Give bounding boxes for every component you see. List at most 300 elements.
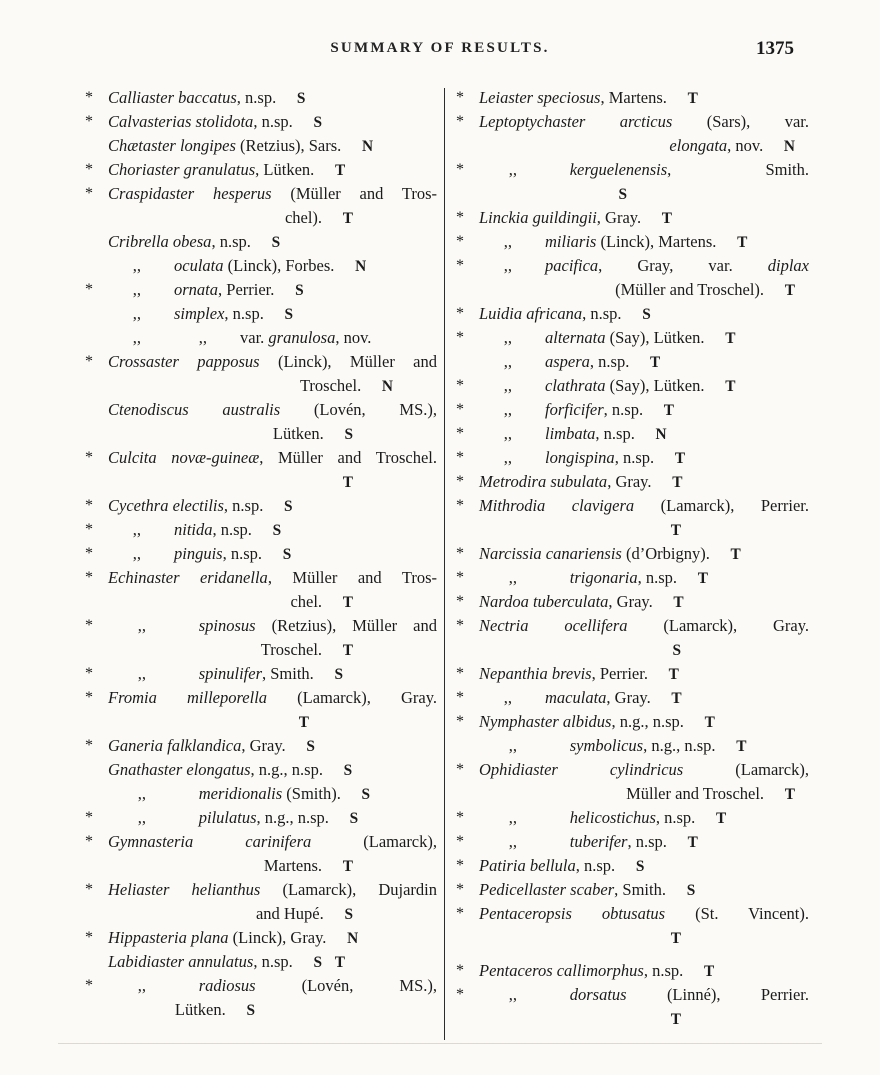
entry-line <box>82 494 437 518</box>
asterisk-marker: * <box>456 449 464 466</box>
taxon-name: pacifica <box>545 256 599 275</box>
entry-line <box>82 470 437 494</box>
taxon-name: diplax <box>767 256 809 275</box>
entry-line <box>82 398 437 422</box>
asterisk-marker: * <box>456 569 464 586</box>
taxon-name: clathrata <box>545 376 606 395</box>
taxon-name: Ophidiaster cylindricus <box>479 760 684 779</box>
station-letter: T <box>673 594 684 611</box>
entry-line <box>453 254 809 278</box>
station-letter: T <box>342 210 353 227</box>
authority-text: , n.sp. <box>614 448 655 467</box>
entry-line <box>82 734 437 758</box>
authority-text: , n.sp. <box>603 400 644 419</box>
authority-text: chel). <box>284 208 323 227</box>
ditto-mark: ,, <box>132 304 141 323</box>
taxon-name: kerguelenensis <box>569 160 668 179</box>
entry-line <box>453 446 809 470</box>
station-letter: T <box>725 378 736 395</box>
station-letter: T <box>687 834 698 851</box>
entry-line <box>453 86 809 110</box>
taxon-name: trigonaria <box>569 568 638 587</box>
entry-line <box>453 710 809 734</box>
ditto-mark: ,, <box>503 376 512 395</box>
taxon-name: spinosus <box>198 616 256 635</box>
authority-text: Lütken. <box>272 424 324 443</box>
authority-text: (d’Orbigny). <box>621 544 710 563</box>
entry-line <box>82 686 437 710</box>
station-letter: T <box>298 714 309 731</box>
asterisk-marker: * <box>456 377 464 394</box>
asterisk-marker: * <box>456 161 464 178</box>
authority-text: (Lamarck), <box>683 760 809 779</box>
entry-line <box>453 686 809 710</box>
taxon-name: Labidiaster annulatus <box>108 952 254 971</box>
entry-line <box>82 830 437 854</box>
authority-text: (Lovén, MS.), <box>280 400 437 419</box>
taxon-name: Nectria ocellifera <box>479 616 628 635</box>
station-letter: S <box>344 906 353 923</box>
taxon-name: pilulatus <box>198 808 257 827</box>
ditto-mark: ,, <box>198 328 207 347</box>
authority-text: , n.sp. <box>589 352 630 371</box>
authority-text: , Gray. <box>241 736 286 755</box>
station-letter: S <box>284 498 293 515</box>
taxon-name: simplex <box>174 304 225 323</box>
ditto-mark: ,, <box>137 976 146 995</box>
station-letter: S <box>672 642 681 659</box>
station-letter: T <box>697 570 708 587</box>
asterisk-marker: * <box>85 569 93 586</box>
asterisk-marker: * <box>85 929 93 946</box>
ditto-mark: ,, <box>132 520 141 539</box>
station-letter: S <box>686 882 696 899</box>
taxon-name: Narcissia canariensis <box>479 544 622 563</box>
ditto-mark: ,, <box>508 568 517 587</box>
asterisk-marker: * <box>85 809 93 826</box>
entry-line <box>82 206 437 230</box>
taxon-name: granulosa <box>268 328 336 347</box>
authority-text: (Lovén, MS.), <box>255 976 437 995</box>
taxon-name: nitida <box>174 520 213 539</box>
asterisk-marker: * <box>456 257 464 274</box>
entry-line <box>453 734 809 758</box>
asterisk-marker: * <box>456 689 464 706</box>
authority-text: , Martens. <box>600 88 667 107</box>
entry-line <box>453 398 809 422</box>
station-letter: N <box>783 138 795 155</box>
ditto-mark: ,, <box>508 808 517 827</box>
ditto-mark: ,, <box>503 688 512 707</box>
taxon-name: maculata <box>545 688 607 707</box>
ditto-mark: ,, <box>508 160 517 179</box>
asterisk-marker: * <box>85 881 93 898</box>
taxon-name: Pedicellaster scaber <box>479 880 615 899</box>
authority-text: , n.sp. <box>223 496 264 515</box>
taxon-name: Crossaster papposus <box>108 352 260 371</box>
entry-line <box>453 758 809 782</box>
taxon-name: pinguis <box>174 544 223 563</box>
asterisk-marker: * <box>85 977 93 994</box>
authority-text: Troschel. <box>260 640 323 659</box>
asterisk-marker: * <box>85 497 93 514</box>
entry-line <box>82 782 437 806</box>
taxon-name: Calvasterias stolidota <box>108 112 254 131</box>
station-letter: T <box>650 354 661 371</box>
asterisk-marker: * <box>456 89 464 106</box>
ditto-mark: ,, <box>508 832 517 851</box>
taxon-name: Patiria bellula <box>479 856 576 875</box>
asterisk-marker: * <box>456 986 464 1003</box>
taxon-name: spinulifer <box>198 664 262 683</box>
entry-line <box>453 134 809 158</box>
authority-text: , Gray. <box>596 208 642 227</box>
entry-line <box>82 518 437 542</box>
station-letter: S <box>284 306 294 323</box>
entry-line <box>453 206 809 230</box>
entry-line <box>453 590 809 614</box>
asterisk-marker: * <box>456 545 464 562</box>
asterisk-marker: * <box>456 233 464 250</box>
authority-text: , n.sp. <box>253 112 293 131</box>
entry-line <box>453 983 809 1007</box>
station-letter: S <box>361 786 371 803</box>
ditto-mark: ,, <box>137 808 146 827</box>
station-letter: T <box>670 522 681 539</box>
ditto-mark: ,, <box>503 400 512 419</box>
authority-text: , Perrier. <box>218 280 275 299</box>
ditto-mark: ,, <box>503 256 512 275</box>
authority-text: , n.sp. <box>222 544 263 563</box>
taxon-name: Fromia milleporella <box>108 688 268 707</box>
entry-line <box>453 494 809 518</box>
authority-text: , n.sp. <box>253 952 293 971</box>
station-letter: S <box>271 234 281 251</box>
entry-line <box>82 806 437 830</box>
station-letter: T <box>737 234 748 251</box>
station-letter: S <box>282 546 292 563</box>
entry-line <box>82 854 437 878</box>
station-letter: S <box>334 666 344 683</box>
asterisk-marker: * <box>456 881 464 898</box>
authority-text: , Müller and Troschel. <box>259 448 437 467</box>
left-column <box>82 86 437 1040</box>
entry-line <box>453 470 809 494</box>
ditto-mark: ,, <box>132 328 141 347</box>
station-letter: N <box>655 426 667 443</box>
entry-line <box>82 566 437 590</box>
entry-line <box>453 374 809 398</box>
station-letter: T <box>668 666 679 683</box>
station-letter: N <box>362 138 374 155</box>
authority-text: , n.sp. <box>637 568 678 587</box>
entry-line <box>453 302 809 326</box>
taxon-name: Gymnasteria carinifera <box>108 832 312 851</box>
authority-text: , Lütken. <box>255 160 315 179</box>
taxon-name: Chætaster longipes <box>108 136 236 155</box>
authority-text: (Say), Lütken. <box>605 328 705 347</box>
taxon-name: forficifer <box>545 400 604 419</box>
authority-text: Lütken. <box>174 1000 226 1019</box>
asterisk-marker: * <box>456 857 464 874</box>
entry-line <box>82 662 437 686</box>
station-letter: N <box>381 378 393 395</box>
authority-text: (Linck), Forbes. <box>223 256 335 275</box>
taxon-name: oculata <box>174 256 224 275</box>
entry-line <box>82 254 437 278</box>
asterisk-marker: * <box>85 545 93 562</box>
taxon-name: Heliaster helianthus <box>108 880 261 899</box>
station-letter: T <box>736 738 747 755</box>
entry-line <box>453 854 809 878</box>
asterisk-marker: * <box>456 209 464 226</box>
authority-text: (Linck), Martens. <box>596 232 717 251</box>
entry-line <box>453 638 809 662</box>
taxon-name: meridionalis <box>198 784 283 803</box>
authority-text: (Smith). <box>282 784 341 803</box>
taxon-name: limbata <box>545 424 596 443</box>
asterisk-marker: * <box>456 305 464 322</box>
authority-text: , nov. <box>727 136 764 155</box>
authority-text: , n.sp. <box>595 424 635 443</box>
station-letter: T <box>725 330 736 347</box>
asterisk-marker: * <box>85 281 93 298</box>
taxon-name: Craspidaster hesperus <box>108 184 272 203</box>
taxon-name: radiosus <box>198 976 256 995</box>
station-letter: T <box>334 162 346 179</box>
asterisk-marker: * <box>456 962 464 979</box>
station-letter: S <box>272 522 282 539</box>
authority-text: chel. <box>290 592 323 611</box>
station-letter: T <box>674 450 686 467</box>
authority-text: , n.sp. <box>643 961 684 980</box>
taxon-name: Metrodira subulata <box>479 472 608 491</box>
taxon-name: tuberifer <box>569 832 628 851</box>
authority-text: , n.sp. <box>575 856 616 875</box>
authority-text: , Gray. <box>608 592 653 611</box>
ditto-mark: ,, <box>503 328 512 347</box>
asterisk-marker: * <box>85 521 93 538</box>
authority-text: Müller and Troschel. <box>626 784 765 803</box>
authority-text: , n.g., n.sp. <box>643 736 716 755</box>
authority-text: , n.sp. <box>236 88 277 107</box>
asterisk-marker: * <box>85 833 93 850</box>
station-letter: S T <box>313 954 345 971</box>
authority-text: , n.sp. <box>211 232 251 251</box>
asterisk-marker: * <box>85 89 93 106</box>
authority-text: (Sars), var. <box>672 112 809 131</box>
entry-line <box>82 182 437 206</box>
entry-line <box>82 134 437 158</box>
authority-text: (Lamarck), Gray. <box>627 616 809 635</box>
entry-line <box>453 926 809 950</box>
authority-text: , nov. <box>335 328 372 347</box>
entry-line <box>82 446 437 470</box>
running-head <box>0 40 880 62</box>
entry-line <box>453 959 809 983</box>
entry-line <box>82 86 437 110</box>
authority-text: (Müller and Tros- <box>271 184 437 203</box>
entry-line <box>453 614 809 638</box>
station-letter: S <box>343 762 353 779</box>
asterisk-marker: * <box>456 713 464 730</box>
entry-line <box>453 902 809 926</box>
taxon-name: Nymphaster albidus <box>479 712 612 731</box>
asterisk-marker: * <box>456 665 464 682</box>
authority-text: , n.sp. <box>212 520 252 539</box>
entry-line <box>82 422 437 446</box>
station-letter: T <box>670 1011 681 1028</box>
entry-line <box>82 638 437 662</box>
station-letter: T <box>670 930 681 947</box>
asterisk-marker: * <box>456 833 464 850</box>
entry-line <box>82 710 437 734</box>
taxon-name: helicostichus <box>569 808 656 827</box>
ditto-mark: ,, <box>503 448 512 467</box>
authority-text: (Lamarck), <box>311 832 438 851</box>
authority-text: , Smith. <box>667 160 809 179</box>
station-letter: T <box>784 786 795 803</box>
column-divider <box>444 88 445 1040</box>
ditto-mark: ,, <box>503 232 512 251</box>
authority-text: (Lamarck), Perrier. <box>634 496 809 515</box>
station-letter: S <box>295 282 304 299</box>
taxon-name: Cribrella obesa <box>108 232 212 251</box>
ditto-mark: ,, <box>132 280 141 299</box>
station-letter: T <box>730 546 741 563</box>
station-letter: S <box>349 810 359 827</box>
ditto-mark: ,, <box>508 985 517 1004</box>
taxon-name: Leiaster speciosus <box>479 88 601 107</box>
asterisk-marker: * <box>85 185 93 202</box>
asterisk-marker: * <box>456 473 464 490</box>
station-letter: N <box>347 930 359 947</box>
taxon-name: elongata <box>669 136 728 155</box>
entry-line <box>453 830 809 854</box>
taxon-name: longispina <box>545 448 615 467</box>
entry-line <box>82 110 437 134</box>
taxon-name: Culcita novæ-guineæ <box>108 448 260 467</box>
taxon-name: Pentaceropsis obtusatus <box>479 904 666 923</box>
station-letter: N <box>355 258 367 275</box>
entry-line <box>453 662 809 686</box>
asterisk-marker: * <box>456 593 464 610</box>
taxon-name: dorsatus <box>569 985 627 1004</box>
entry-line <box>453 806 809 830</box>
authority-text: and Hupé. <box>255 904 324 923</box>
asterisk-marker: * <box>456 497 464 514</box>
station-letter: T <box>342 858 353 875</box>
authority-text: , n.g., n.sp. <box>250 760 323 779</box>
entry-line <box>82 998 437 1022</box>
entry-line <box>82 902 437 926</box>
page-bottom-edge <box>58 1043 822 1044</box>
entry-line <box>82 374 437 398</box>
station-letter: S <box>296 90 306 107</box>
authority-text: (Linck), Müller and <box>259 352 437 371</box>
asterisk-marker: * <box>456 761 464 778</box>
station-letter: T <box>671 690 682 707</box>
entry-line <box>453 230 809 254</box>
asterisk-marker: * <box>85 689 93 706</box>
asterisk-marker: * <box>456 329 464 346</box>
authority-text: , n.sp. <box>627 832 667 851</box>
taxon-name: Ganeria falklandica <box>108 736 242 755</box>
taxon-name: Ctenodiscus australis <box>108 400 281 419</box>
authority-text: Troschel. <box>299 376 362 395</box>
taxon-name: Gnathaster elongatus <box>108 760 251 779</box>
station-letter: S <box>344 426 353 443</box>
authority-text: , Smith. <box>614 880 666 899</box>
ditto-mark: ,, <box>508 736 517 755</box>
taxon-name: aspera <box>545 352 590 371</box>
taxon-name: Cycethra electilis <box>108 496 224 515</box>
authority-text: (Linck), Gray. <box>228 928 327 947</box>
taxon-name: Nepanthia brevis <box>479 664 592 683</box>
asterisk-marker: * <box>85 737 93 754</box>
asterisk-marker: * <box>85 113 93 130</box>
species-index <box>82 86 880 1040</box>
entry-line <box>453 326 809 350</box>
station-letter: T <box>687 90 698 107</box>
entry-line <box>453 182 809 206</box>
taxon-name: Leptoptychaster arcticus <box>479 112 673 131</box>
station-letter: S <box>635 858 645 875</box>
authority-text: (Müller and Troschel). <box>615 280 765 299</box>
asterisk-marker: * <box>85 161 93 178</box>
authority-text: (Linné), Perrier. <box>626 985 809 1004</box>
taxon-name: Mithrodia clavigera <box>479 496 635 515</box>
asterisk-marker: * <box>85 665 93 682</box>
entry-line <box>453 110 809 134</box>
authority-text: , Gray. <box>607 472 652 491</box>
authority-text: (Retzius), Sars. <box>235 136 342 155</box>
entry-line <box>453 566 809 590</box>
taxon-name: ornata <box>174 280 219 299</box>
asterisk-marker: * <box>85 353 93 370</box>
asterisk-marker: * <box>456 425 464 442</box>
entry-line <box>453 878 809 902</box>
entry-line <box>82 950 437 974</box>
entry-line <box>453 1007 809 1031</box>
authority-text: , Gray, var. <box>598 256 768 275</box>
entry-line <box>453 278 809 302</box>
authority-text: , n.g., n.sp. <box>256 808 329 827</box>
station-letter: T <box>342 594 353 611</box>
entry-line <box>82 614 437 638</box>
authority-text: (Lamarck), Gray. <box>267 688 437 707</box>
entry-line <box>82 590 437 614</box>
taxon-name: Pentaceros callimorphus <box>479 961 644 980</box>
entry-line <box>82 278 437 302</box>
authority-text: , Gray. <box>606 688 651 707</box>
ditto-mark: ,, <box>137 664 146 683</box>
station-letter: T <box>672 474 683 491</box>
station-letter: T <box>342 642 353 659</box>
ditto-mark: ,, <box>503 424 512 443</box>
entry-line <box>82 974 437 998</box>
ditto-mark: ,, <box>137 616 146 635</box>
asterisk-marker: * <box>85 617 93 634</box>
entry-line <box>453 350 809 374</box>
authority-text: var. <box>240 328 269 347</box>
entry-line <box>82 926 437 950</box>
authority-text: , n.sp. <box>582 304 622 323</box>
entry-line <box>82 542 437 566</box>
authority-text: , Müller and Tros- <box>267 568 438 587</box>
taxon-name: Luidia africana <box>479 304 583 323</box>
authority-text: (Lamarck), Dujardin <box>260 880 437 899</box>
